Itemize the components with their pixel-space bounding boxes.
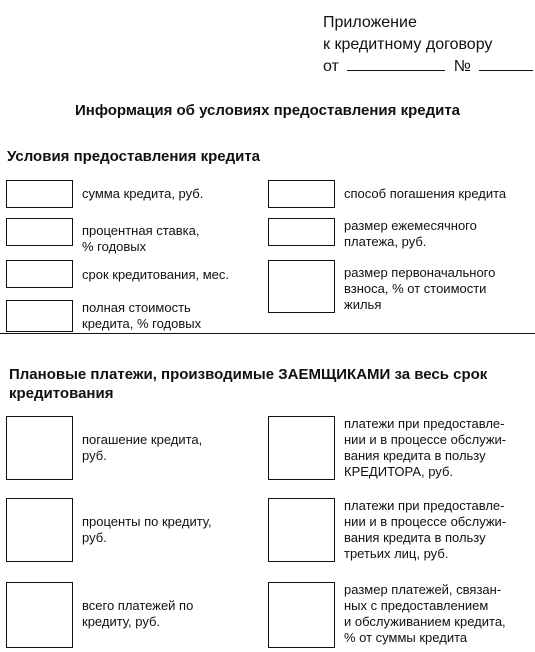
loan-amount-box[interactable]: [6, 180, 73, 208]
total-payments-label: всего платежей по кредиту, руб.: [82, 598, 194, 629]
down-payment-label: размер первоначального взноса, % от стоимости жилья: [344, 265, 496, 312]
date-blank[interactable]: [347, 56, 445, 71]
from-label: от: [323, 58, 339, 75]
third-party-fees-box[interactable]: [268, 498, 335, 562]
number-blank[interactable]: [479, 56, 533, 71]
interest-payments-label: проценты по кредиту, руб.: [82, 514, 212, 545]
loan-term-label: срок кредитования, мес.: [82, 267, 229, 282]
down-payment-box[interactable]: [268, 260, 335, 313]
appendix-header: [323, 12, 533, 78]
creditor-fees-box[interactable]: [268, 416, 335, 480]
repayment-method-label: способ погашения кредита: [344, 186, 507, 201]
fees-percent-box[interactable]: [268, 582, 335, 648]
appendix-contract-ref: [323, 56, 533, 78]
document-title: Информация об условиях предоставления кредита: [74, 102, 461, 119]
section-divider: [0, 333, 535, 334]
monthly-payment-label: размер ежемесячного платежа, руб.: [344, 218, 477, 249]
fees-percent-label: размер платежей, связан- ных с предоставлением и обслуживанием кредита, % от суммы кредита: [344, 582, 506, 645]
creditor-fees-label: платежи при предоставле- нии и в процессе обслужи- вания кредита в пользу КРЕДИТОРА, руб.: [344, 416, 507, 479]
principal-repayment-label: погашение кредита, руб.: [82, 432, 203, 463]
appendix-line-2: к кредитному договору: [323, 36, 493, 53]
loan-amount-label: сумма кредита, руб.: [82, 186, 204, 201]
principal-repayment-box[interactable]: [6, 416, 73, 480]
full-cost-label: полная стоимость кредита, % годовых: [82, 300, 202, 331]
section-1-title: Условия предоставления кредита: [7, 148, 261, 165]
full-cost-box[interactable]: [6, 300, 73, 332]
appendix-line-1: Приложение: [323, 14, 417, 31]
repayment-method-box[interactable]: [268, 180, 335, 208]
loan-term-box[interactable]: [6, 260, 73, 288]
interest-rate-label: процентная ставка, % годовых: [82, 223, 200, 254]
interest-rate-box[interactable]: [6, 218, 73, 246]
interest-payments-box[interactable]: [6, 498, 73, 562]
third-party-fees-label: платежи при предоставле- нии и в процессе обслужи- вания кредита в пользу третьих лиц, руб.: [344, 498, 507, 561]
number-label: №: [453, 58, 471, 75]
monthly-payment-box[interactable]: [268, 218, 335, 246]
total-payments-box[interactable]: [6, 582, 73, 648]
section-2-title: Плановые платежи, производимые ЗАЕМЩИКАМИ за весь срок кредитования: [9, 366, 488, 402]
